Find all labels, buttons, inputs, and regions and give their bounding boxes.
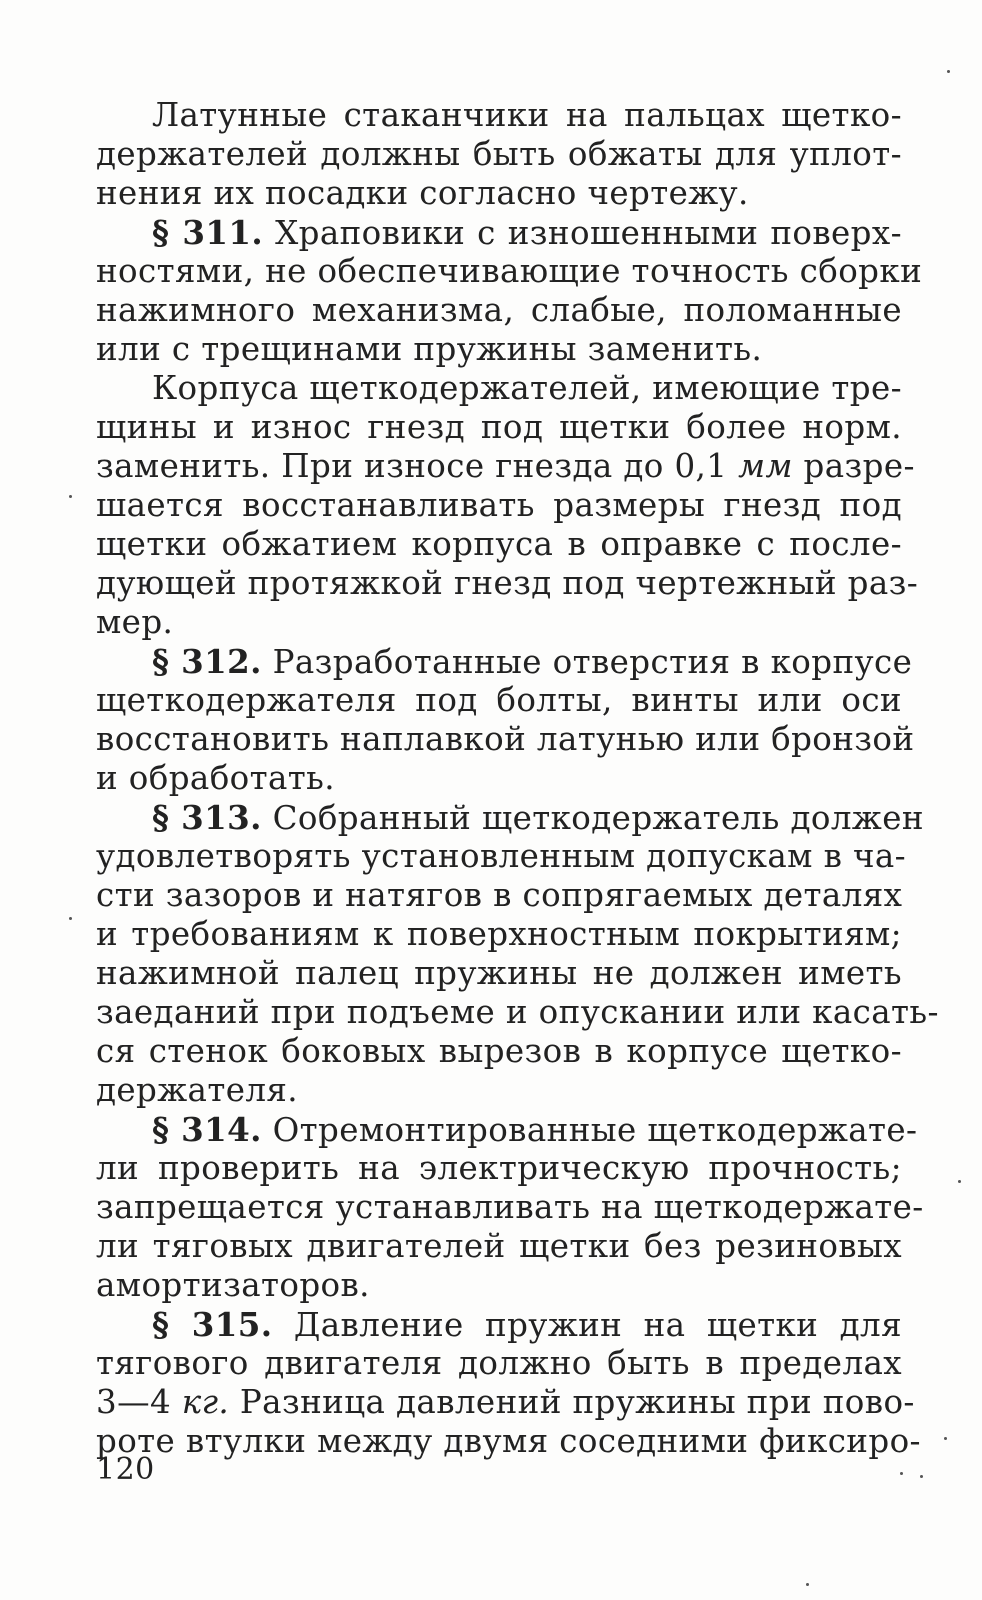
print-speck <box>958 1180 961 1183</box>
line-text: Латунные стаканчики на пальцах щетко- <box>152 96 902 134</box>
print-speck <box>944 1437 947 1440</box>
print-speck <box>920 1475 923 1478</box>
text-line <box>96 1188 924 1227</box>
line-text: и обработать. <box>96 759 335 797</box>
text-line <box>96 1032 902 1071</box>
line-text: разре- <box>792 447 915 485</box>
line-text: шается восстанавливать размеры гнезд под <box>96 486 902 524</box>
text-line <box>96 1227 902 1266</box>
print-speck <box>947 70 950 73</box>
print-speck <box>806 1583 809 1586</box>
print-speck <box>69 495 72 498</box>
line-text: сти зазоров и натягов в сопрягаемых деталях <box>96 876 903 914</box>
text-line <box>96 135 902 174</box>
text-line <box>96 525 902 564</box>
body-text <box>96 96 939 1461</box>
text-line <box>96 1149 902 1188</box>
section-number: § 312. <box>152 642 262 681</box>
line-text: ся стенок боковых вырезов в корпусе щетко- <box>96 1032 902 1070</box>
text-line <box>96 1383 915 1422</box>
text-line <box>96 642 913 681</box>
line-text: щеткодержателя под болты, винты или оси <box>96 681 902 719</box>
print-speck <box>900 1472 903 1475</box>
line-text: нения их посадки согласно чертежу. <box>96 174 749 212</box>
line-text: щетки обжатием корпуса в оправке с после- <box>96 525 902 563</box>
text-line <box>96 681 902 720</box>
text-line <box>96 564 919 603</box>
unit-italic: мм <box>738 447 793 485</box>
line-text: Отремонтированные щеткодержате- <box>261 1111 918 1149</box>
text-line <box>96 954 902 993</box>
text-line <box>96 369 902 408</box>
print-speck <box>69 917 72 920</box>
text-line <box>96 1071 902 1110</box>
text-line <box>96 915 902 954</box>
line-text: запрещается устанавливать на щеткодержате- <box>96 1188 924 1226</box>
line-text: Разработанные отверстия в корпусе <box>261 643 913 681</box>
text-line <box>96 408 902 447</box>
line-text: амортизаторов. <box>96 1266 370 1304</box>
text-line <box>96 291 902 330</box>
section-number: § 315. <box>152 1305 273 1344</box>
text-line <box>96 876 902 915</box>
section-number: § 311. <box>152 213 264 252</box>
text-line <box>96 993 939 1032</box>
text-line <box>96 1266 902 1305</box>
text-line <box>96 603 902 642</box>
line-text: нажимного механизма, слабые, поломанные <box>96 291 902 329</box>
line-text: удовлетворять установленным допускам в ча- <box>96 837 907 875</box>
unit-italic: кг. <box>181 1383 230 1421</box>
text-line <box>96 1344 902 1383</box>
line-text: заеданий при подъеме и опускании или касать- <box>96 993 939 1031</box>
line-text: Давление пружин на щетки для <box>272 1306 902 1344</box>
text-line <box>96 1305 902 1344</box>
text-line <box>96 720 915 759</box>
line-text: Разница давлений пружины при пово- <box>229 1383 915 1421</box>
line-text: ли тяговых двигателей щетки без резиновых <box>96 1227 902 1265</box>
text-line <box>96 447 915 486</box>
text-line <box>96 798 924 837</box>
line-text: роте втулки между двумя соседними фиксиро- <box>96 1422 921 1460</box>
line-text: держателя. <box>96 1071 299 1109</box>
line-text: или с трещинами пружины заменить. <box>96 330 763 368</box>
line-text: Корпуса щеткодержателей, имеющие тре- <box>152 369 902 407</box>
line-text: дующей протяжкой гнезд под чертежный раз- <box>96 564 919 602</box>
line-text: мер. <box>96 603 174 641</box>
line-text: щины и износ гнезд под щетки более норм. <box>96 408 902 446</box>
text-line <box>96 759 902 798</box>
page-number: 120 <box>96 1452 155 1487</box>
text-line <box>96 96 902 135</box>
line-text: нажимной палец пружины не должен иметь <box>96 954 902 992</box>
text-line <box>96 174 902 213</box>
line-text: ностями, не обеспечивающие точность сборки <box>96 252 923 290</box>
text-line <box>96 252 923 291</box>
section-number: § 314. <box>152 1110 262 1149</box>
line-text: Храповики с изношенными поверх- <box>263 214 902 252</box>
line-text: тягового двигателя должно быть в пределах <box>96 1344 902 1382</box>
section-number: § 313. <box>152 798 262 837</box>
text-line <box>96 1110 918 1149</box>
text-line <box>96 837 907 876</box>
line-text: держателей должны быть обжаты для уплот- <box>96 135 902 173</box>
line-text: Собранный щеткодержатель должен <box>261 799 924 837</box>
line-text: заменить. При износе гнезда до 0,1 <box>96 447 739 485</box>
line-text: и требованиям к поверхностным покрытиям; <box>96 915 902 953</box>
line-text: ли проверить на электрическую прочность; <box>96 1149 902 1187</box>
text-line <box>96 1422 921 1461</box>
text-line <box>96 213 902 252</box>
text-line <box>96 486 902 525</box>
line-text: восстановить наплавкой латунью или бронзой <box>96 720 915 758</box>
text-line <box>96 330 902 369</box>
line-text: 3—4 <box>96 1383 182 1421</box>
